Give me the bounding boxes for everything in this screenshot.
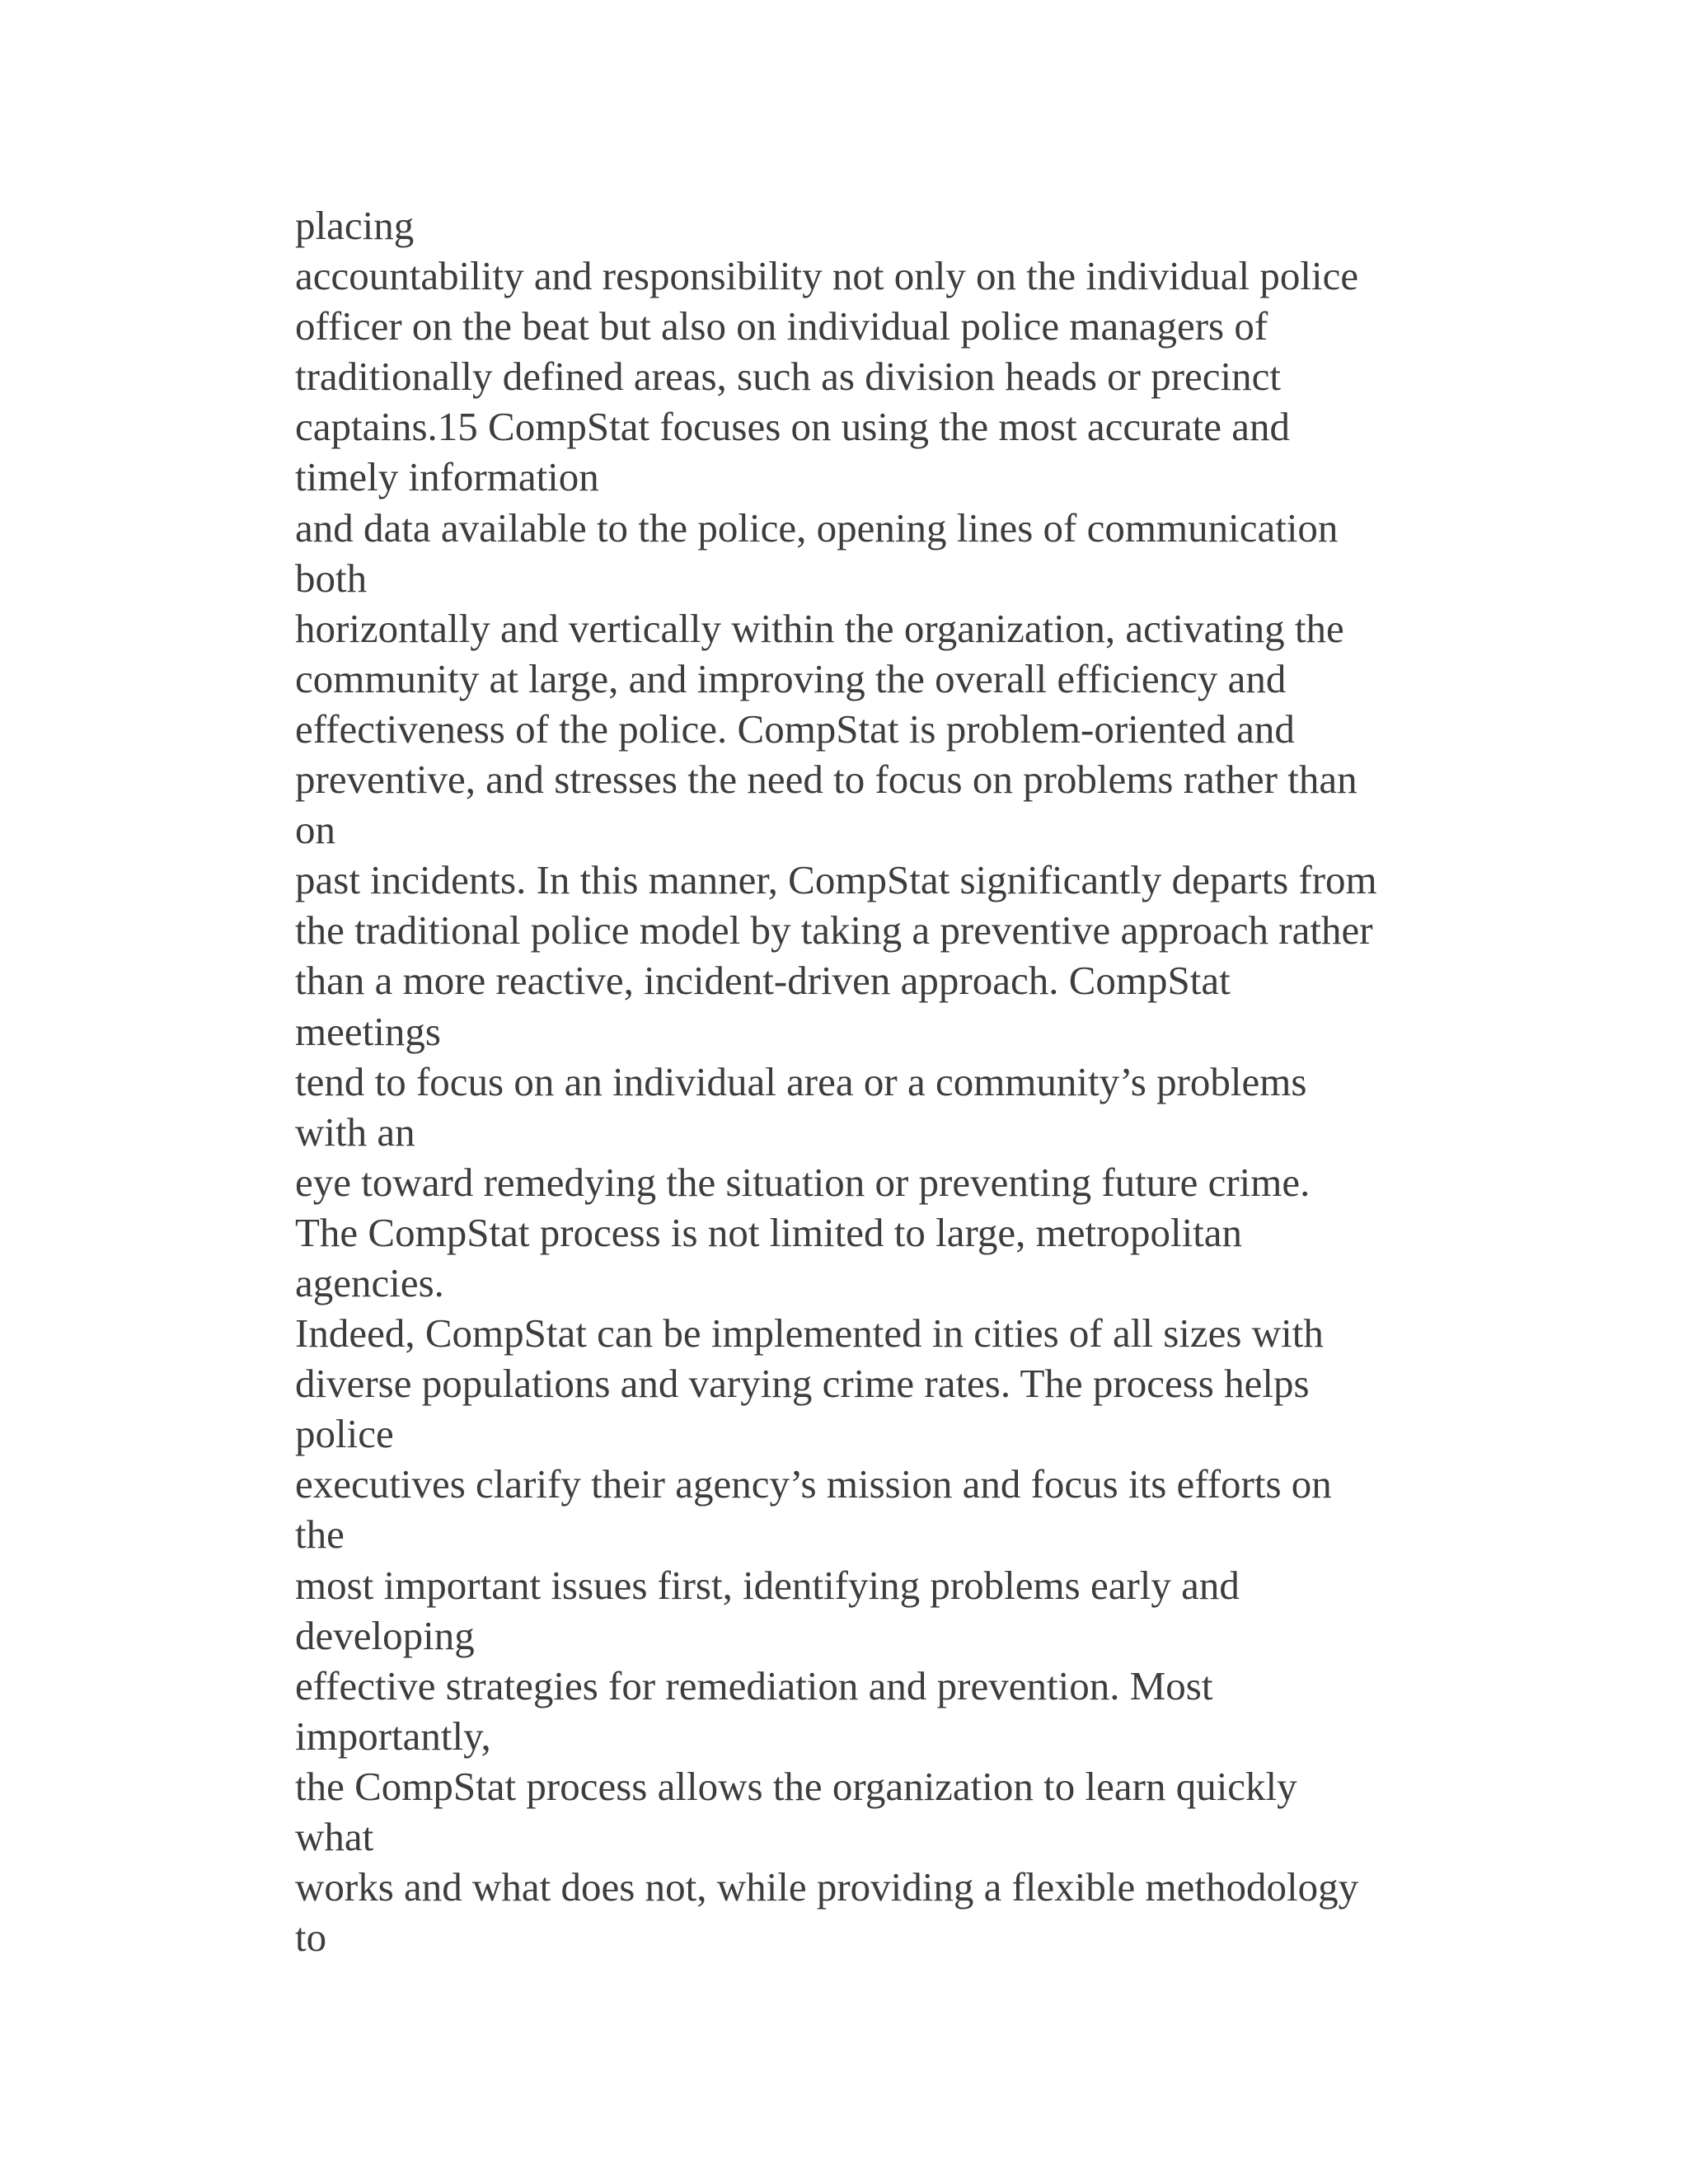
text-line: captains.15 CompStat focuses on using the most accurate and [295, 404, 1291, 450]
text-line: than a more reactive, incident-driven approach. CompStat [295, 958, 1231, 1004]
text-line: on [295, 807, 335, 853]
text-line: effective strategies for remediation and prevention. Most [295, 1662, 1213, 1708]
text-line: meetings [295, 1008, 441, 1054]
text-line: preventive, and stresses the need to focus on problems rather than [295, 757, 1357, 803]
text-line: community at large, and improving the overall efficiency and [295, 655, 1287, 701]
text-line: police [295, 1411, 394, 1457]
text-line: tend to focus on an individual area or a community’s problems [295, 1058, 1307, 1104]
text-line: the traditional police model by taking a preventive approach rather [295, 907, 1373, 954]
text-line: officer on the beat but also on individual police managers of [295, 303, 1268, 349]
text-line: both [295, 555, 368, 601]
text-line: timely information [295, 454, 599, 500]
text-line: Indeed, CompStat can be implemented in cities of all sizes with [295, 1310, 1324, 1357]
body-text [295, 200, 1531, 1962]
text-line: the [295, 1511, 345, 1558]
text-line: to [295, 1915, 327, 1961]
text-line: placing [295, 203, 415, 248]
text-line: diverse populations and varying crime rates. The process helps [295, 1361, 1310, 1407]
text-line: and data available to the police, opening lines of communication [295, 504, 1339, 551]
text-line: horizontally and vertically within the organization, activating the [295, 605, 1344, 651]
text-line: past incidents. In this manner, CompStat significantly departs from [295, 857, 1377, 903]
text-line: developing [295, 1612, 475, 1658]
text-line: what [295, 1814, 374, 1859]
text-line: traditionally defined areas, such as division heads or precinct [295, 354, 1282, 400]
text-line: the CompStat process allows the organization to learn quickly [295, 1763, 1297, 1809]
text-line: most important issues first, identifying problems early and [295, 1562, 1240, 1608]
text-line: executives clarify their agency’s mission and focus its efforts on [295, 1461, 1332, 1507]
text-line: agencies. [295, 1259, 444, 1305]
text-line: importantly, [295, 1713, 491, 1759]
text-line: works and what does not, while providing a flexible methodology [295, 1864, 1359, 1910]
text-line: The CompStat process is not limited to large, metropolitan [295, 1209, 1243, 1255]
text-line: accountability and responsibility not only on the individual police [295, 253, 1359, 299]
text-line: with an [295, 1108, 415, 1155]
text-line: eye toward remedying the situation or preventing future crime. [295, 1159, 1311, 1205]
text-line: effectiveness of the police. CompStat is problem-oriented and [295, 705, 1295, 752]
